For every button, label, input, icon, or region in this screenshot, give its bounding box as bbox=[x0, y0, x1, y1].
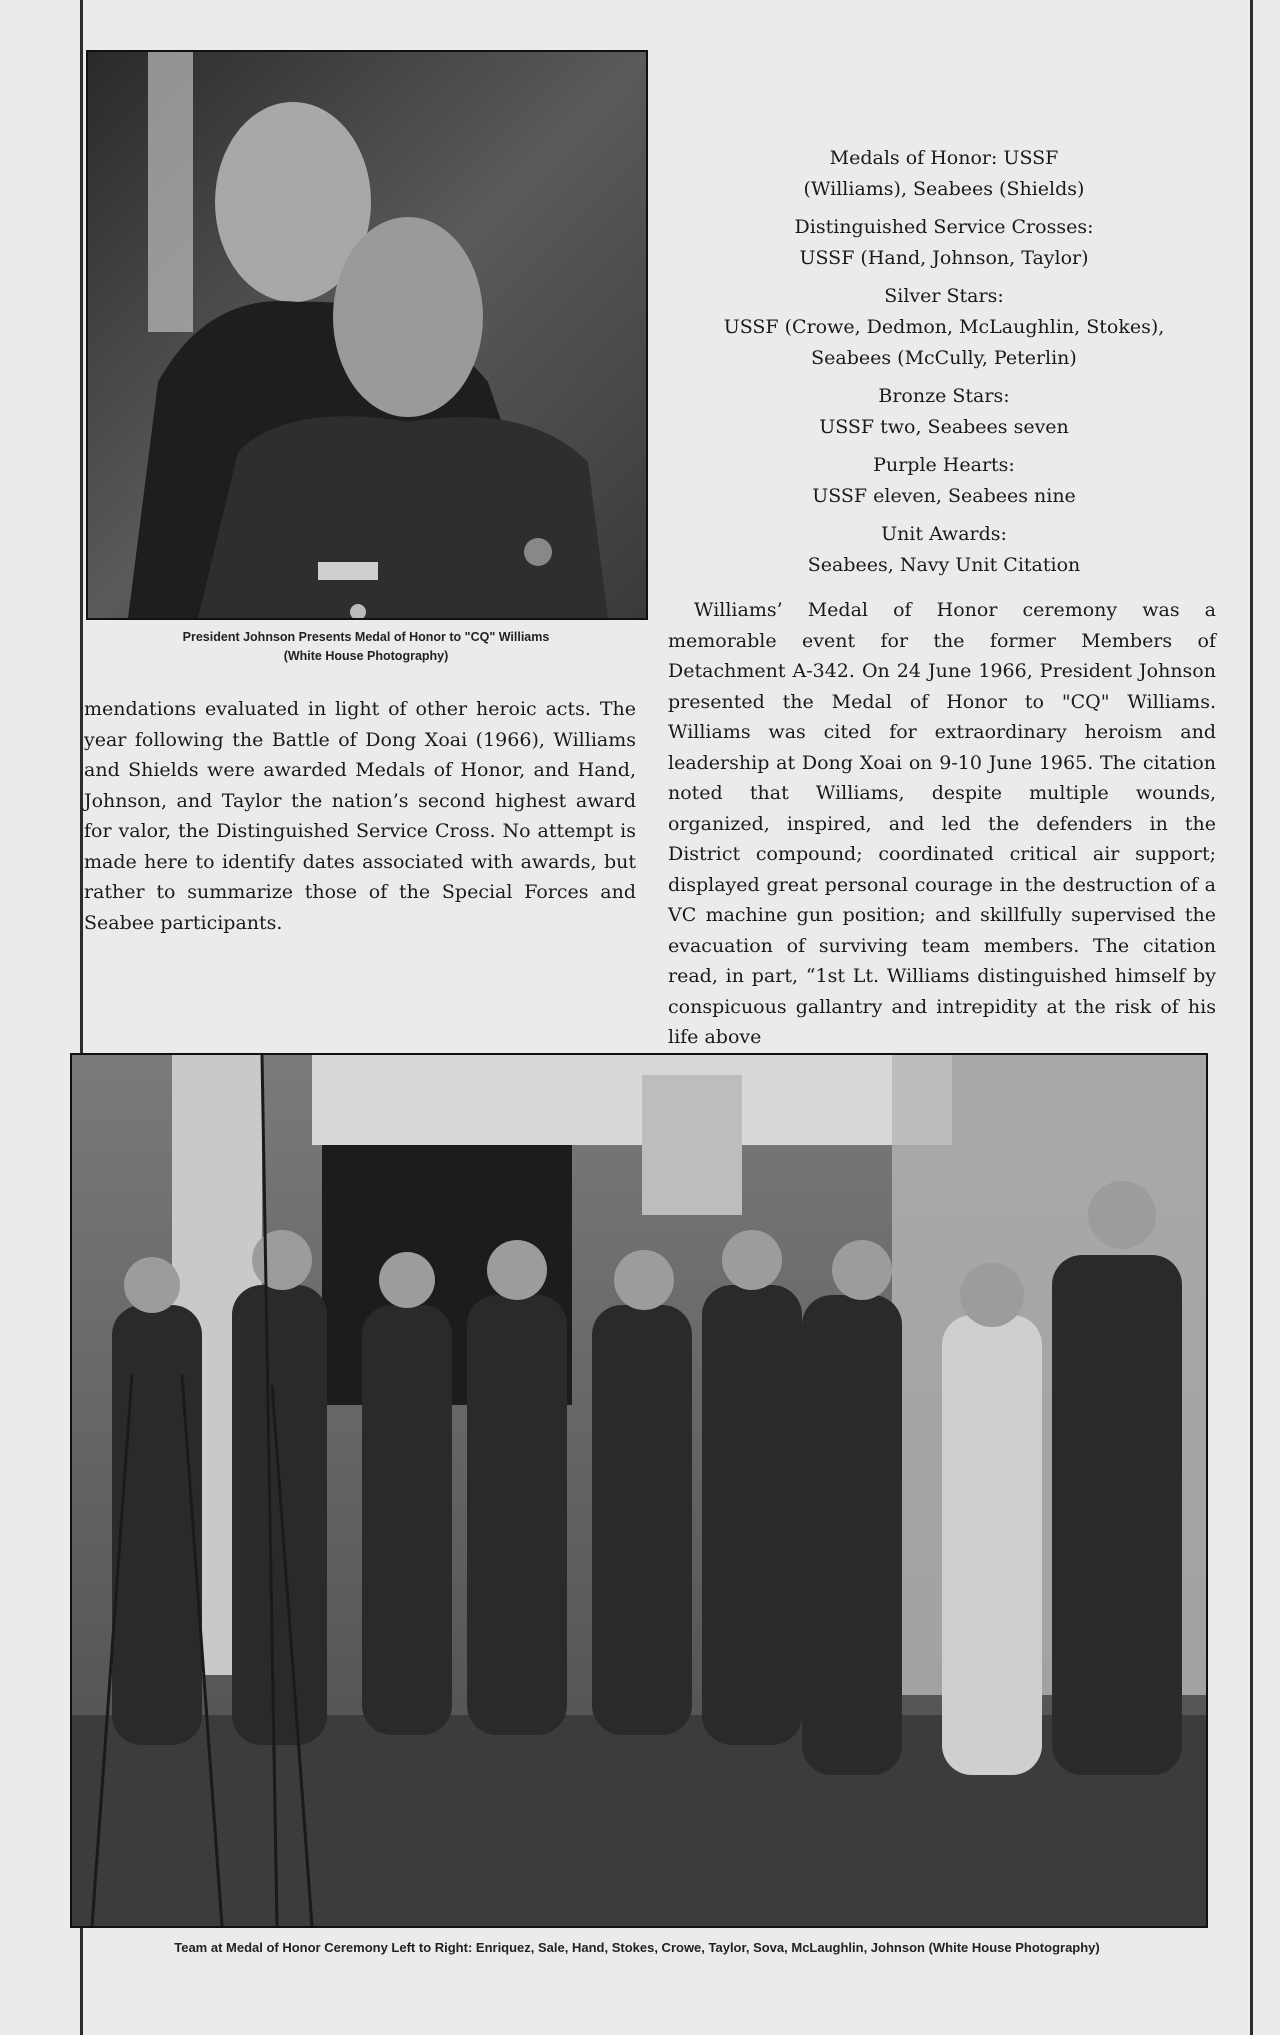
award-unit-awards bbox=[668, 519, 1220, 581]
caption-top-line1: President Johnson Presents Medal of Honor to "CQ" Williams bbox=[182, 630, 550, 644]
photo-team-ceremony bbox=[70, 1053, 1208, 1928]
award-line: Unit Awards: bbox=[881, 523, 1007, 545]
body-paragraph-right: Williams’ Medal of Honor ceremony was a memorable event for the former Members of Detachment A-342. On 24 June 1966, President Johnson presented the Medal of Honor to "CQ" Williams. Williams was cited for extraordinary heroism and leadership at Dong Xoai on 9-10 June 1965. The citation noted that Williams, despite multiple wounds, organized, inspired, and led the defenders in the District compound; coordinated critical air support; displayed great personal courage in the destruction of a VC machine gun position; and skillfully supervised the evacuation of surviving team members. The citation read, in part, “1st Lt. Williams distinguished himself by conspicuous gallantry and intrepidity at the risk of his life above bbox=[668, 599, 1216, 1048]
award-line: (Williams), Seabees (Shields) bbox=[803, 178, 1085, 200]
photo-caption-bottom: Team at Medal of Honor Ceremony Left to Right: Enriquez, Sale, Hand, Stokes, Crowe, Taylor, Sova, McLaughlin, Johnson (White House Photography) bbox=[174, 1940, 1100, 1955]
award-distinguished-service-crosses bbox=[668, 212, 1220, 274]
photo-caption-top bbox=[96, 628, 636, 666]
award-line: Seabees (McCully, Peterlin) bbox=[811, 347, 1077, 369]
award-line: Distinguished Service Crosses: bbox=[794, 216, 1094, 238]
award-line: Silver Stars: bbox=[884, 285, 1004, 307]
caption-top-line2: (White House Photography) bbox=[283, 649, 449, 663]
award-purple-hearts bbox=[668, 450, 1220, 512]
award-line: USSF two, Seabees seven bbox=[819, 416, 1069, 438]
body-paragraph-left: mendations evaluated in light of other heroic acts. The year following the Battle of Dong Xoai (1966), Williams and Shields were awarded Medals of Honor, and Hand, Johnson, and Taylor the nation’s second highest award for valor, the Distinguished Service Cross. No attempt is made here to identify dates associated with awards, but rather to summarize those of the Special Forces and Seabee participants. bbox=[84, 698, 636, 934]
page-border-right bbox=[1250, 0, 1253, 2035]
award-silver-stars bbox=[668, 281, 1220, 374]
award-line: Purple Hearts: bbox=[873, 454, 1015, 476]
award-line: USSF (Hand, Johnson, Taylor) bbox=[799, 247, 1089, 269]
award-line: Seabees, Navy Unit Citation bbox=[807, 554, 1081, 576]
award-line: Medals of Honor: USSF bbox=[829, 147, 1059, 169]
award-bronze-stars bbox=[668, 381, 1220, 443]
awards-list bbox=[668, 143, 1220, 588]
award-line: Bronze Stars: bbox=[878, 385, 1010, 407]
award-medals-of-honor bbox=[668, 143, 1220, 205]
award-line: USSF (Crowe, Dedmon, McLaughlin, Stokes), bbox=[723, 316, 1165, 338]
photo-medal-presentation bbox=[86, 50, 648, 620]
award-line: USSF eleven, Seabees nine bbox=[812, 485, 1076, 507]
